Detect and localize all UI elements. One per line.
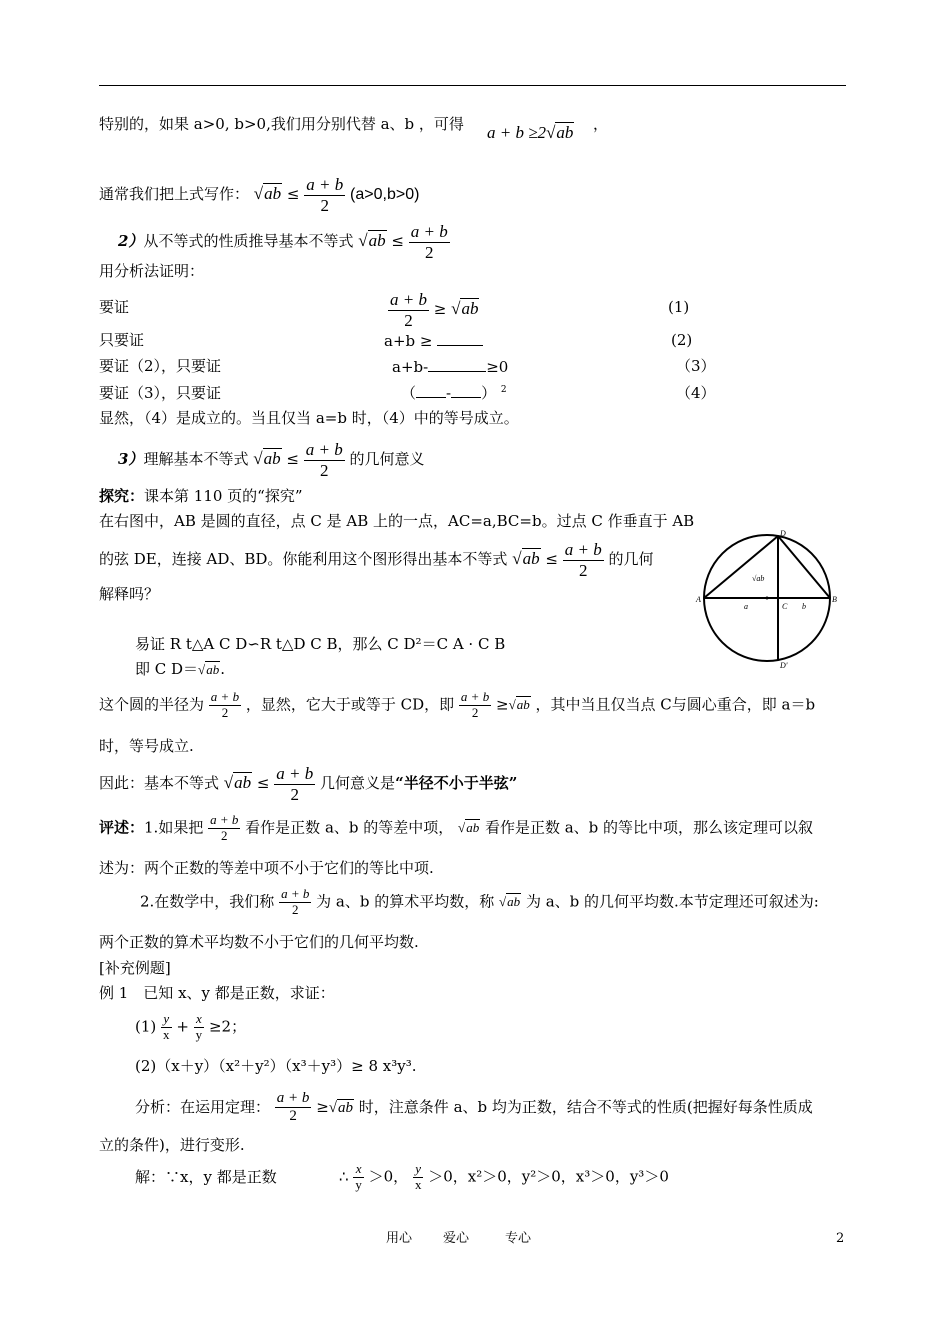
analysis-line: 分析：在运用定理： $\frac{a + b}{2}$ ≥√ab 时，注意条件 a、b 均为正数，结合不等式的性质(把握好每条性质成 (135, 1090, 813, 1125)
supplement-heading: [补充例题] (99, 959, 171, 977)
segment-ad (704, 536, 778, 598)
circle-figure (694, 526, 840, 672)
label-a-point: A (696, 595, 701, 604)
row1-num: (1) (668, 298, 690, 316)
para3: 解释吗？ (99, 585, 160, 603)
row2-expr: a+b ≥ (384, 334, 483, 349)
comma: ， (593, 115, 609, 133)
line-special: 特别的，如果 a>0, b>0,我们用分别代替 a、b ，可得 (99, 115, 464, 133)
label-sqrt-ab: √ab (752, 574, 765, 583)
example1-part1: (1) $\frac{y}{x}$ + $\frac{x}{y}$ ≥2； (135, 1011, 247, 1042)
comment-line2: 述为：两个正数的等差中项不小于它们的等比中项. (99, 859, 434, 877)
label-b-point: B (832, 595, 837, 604)
label-e-point: D' (780, 661, 788, 670)
example1: 例 1 已知 x、y 都是正数，求证： (99, 984, 335, 1002)
comment-line: 评述：1.如果把 $\frac{a + b}{2}$ 看作是正数 a、b 的等差中项， √ab 看作是正数 a、b 的等比中项，那么该定理可以叙 (99, 812, 814, 843)
label-d-point: D (780, 529, 786, 538)
para2: 的弦 DE，连接 AD、BD。你能利用这个图形得出基本不等式 √ab ≤ $\frac{a + b}{2}$ 的几何 (99, 540, 654, 580)
analysis-method: 用分析法证明： (99, 262, 205, 280)
row1-label: 要证 (99, 298, 130, 316)
row1-expr: $\frac{a + b}{2}$ ≥ √ab (390, 290, 479, 330)
row4-num: （4） (676, 384, 716, 402)
example1-part2: (2)（x＋y）（x²＋y²）（x³＋y³）≥ 8 x³y³. (135, 1057, 417, 1075)
row3-expr: a+b- ≥0 (392, 358, 509, 376)
line-usually: 通常我们把上式写作： √ab ≤ $\frac{a + b}{2}$ (a>0,b>0) (99, 175, 420, 215)
header-rule (99, 85, 846, 86)
explore: 探究：课本第 110 页的“探究” (99, 487, 303, 505)
row4-label: 要证（3），只要证 (99, 384, 222, 402)
analysis-line2: 立的条件)，进行变形. (99, 1136, 245, 1154)
footer-zhuanxin: 专心 (505, 1231, 532, 1246)
heading-2: 2）从不等式的性质推导基本不等式 √ab ≤ $\frac{a + b}{2}$ (118, 222, 448, 262)
proof-similar: 易证 R t△A C D∽R t△D C B，那么 C D²＝C A · C B (135, 635, 506, 653)
point2-line: 2.在数学中，我们称 $\frac{a + b}{2}$ 为 a、b 的算术平均数，称 √ab 为 a、b 的几何平均数.本节定理还可叙述为: (140, 886, 819, 917)
label-b-len: b (802, 602, 806, 611)
row3-num: （3） (676, 357, 716, 375)
obvious-text: 显然，（4）是成立的。当且仅当 a=b 时，（4）中的等号成立。 (99, 409, 519, 427)
solution-conclusion: ∴ $\frac{x}{y}$ ＞0， $\frac{y}{x}$ ＞0，x²＞0，y²＞0，x³＞0，y³＞0 (339, 1161, 669, 1192)
point2-line2: 两个正数的算术平均数不小于它们的几何平均数. (99, 933, 419, 951)
page-number: 2 (836, 1231, 845, 1246)
heading-3: 3）理解基本不等式 √ab ≤ $\frac{a + b}{2}$ 的几何意义 (118, 440, 425, 480)
radius-line2: 时，等号成立. (99, 737, 194, 755)
footer-yongxin: 用心 (386, 1231, 413, 1246)
proof-cd: 即 C D＝√ab. (135, 660, 225, 678)
row3-label: 要证（2），只要证 (99, 357, 222, 375)
row2-num: (2) (671, 331, 693, 349)
therefore-line: 因此：基本不等式 √ab ≤ $\frac{a + b}{2}$ 几何意义是“半径不小于半弦” (99, 764, 518, 804)
label-c-point: C (782, 602, 788, 611)
footer-aixin: 爱心 (443, 1231, 470, 1246)
center-point (766, 597, 769, 600)
solution-given: 解：∵x，y 都是正数 (135, 1168, 277, 1186)
ineq-a-plus-b: a + b ≥2√ab (487, 123, 574, 142)
row4-expr: （ - ） $^2$ (401, 384, 507, 402)
row2-label: 只要证 (99, 331, 145, 349)
radius-line: 这个圆的半径为 $\frac{a + b}{2}$ ，显然，它大于或等于 CD，即 $\frac{a + b}{2}$ ≥√ab ，其中当且仅当点 C与圆心重合，即 a＝b (99, 689, 816, 720)
label-a-len: a (744, 602, 748, 611)
para1: 在右图中，AB 是圆的直径，点 C 是 AB 上的一点，AC=a,BC=b。过点 C 作垂直于 AB (99, 512, 695, 530)
